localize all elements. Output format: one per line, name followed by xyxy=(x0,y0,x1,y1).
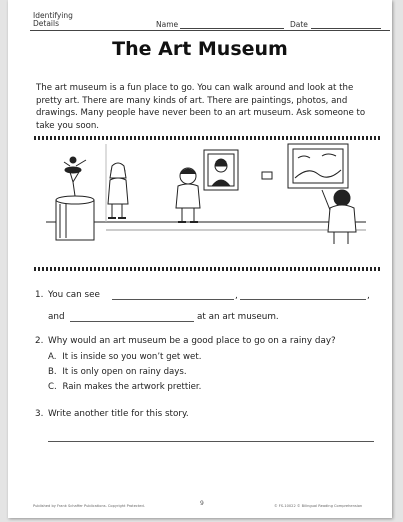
q2-option-c[interactable] xyxy=(48,382,201,392)
q2-option-a-letter: A. xyxy=(48,352,57,362)
q1-comma-2: , xyxy=(367,291,370,301)
footer-catalog: © FS-10022 © Bilingual Reading Comprehension xyxy=(274,504,363,508)
date-field[interactable] xyxy=(311,28,381,29)
page-title: The Art Museum xyxy=(112,38,288,60)
q1-text: You can see xyxy=(48,290,100,300)
date-label: Date xyxy=(290,20,308,29)
q1-number: 1. xyxy=(35,290,44,300)
q1-blank-1[interactable] xyxy=(112,299,234,300)
header-rule xyxy=(30,30,390,31)
q3-text: Write another title for this story. xyxy=(48,409,189,419)
divider-bottom xyxy=(34,265,382,273)
footer-publisher: Published by Frank Schaffer Publications. Copyright Protected. xyxy=(33,504,145,508)
q3-number: 3. xyxy=(35,409,44,419)
q2-option-b-text: It is only open on rainy days. xyxy=(62,367,187,377)
q2-option-a[interactable] xyxy=(48,352,201,362)
q1-and: and xyxy=(48,312,65,322)
worksheet-page xyxy=(8,0,392,518)
divider-top xyxy=(34,134,382,142)
page-number: 9 xyxy=(200,500,204,507)
museum-illustration xyxy=(46,138,366,248)
skill-label-line1: Identifying xyxy=(33,11,73,20)
q2-option-c-letter: C. xyxy=(48,382,57,392)
q2-option-a-text: It is inside so you won’t get wet. xyxy=(62,352,202,362)
skill-label xyxy=(33,12,73,28)
name-field[interactable] xyxy=(180,28,284,29)
q1-end: at an art museum. xyxy=(197,312,279,322)
q1-comma-1: , xyxy=(235,291,238,301)
q2-option-b[interactable] xyxy=(48,367,187,377)
q2-option-b-letter: B. xyxy=(48,367,57,377)
q2-number: 2. xyxy=(35,336,44,346)
skill-label-line2: Details xyxy=(33,19,60,28)
q1-blank-3[interactable] xyxy=(70,321,194,322)
q3-answer-line[interactable] xyxy=(48,441,374,442)
story-paragraph: The art museum is a fun place to go. You can walk around and look at the pretty art. There are many kinds of art. There are paintings, photos, and drawings. Many people have never been to an art museum. Ask someone to take you soon. xyxy=(36,83,366,131)
q2-option-c-text: Rain makes the artwork prettier. xyxy=(62,382,202,392)
name-label: Name xyxy=(156,20,179,29)
q2-text: Why would an art museum be a good place to go on a rainy day? xyxy=(48,336,336,346)
q1-blank-2[interactable] xyxy=(240,299,366,300)
